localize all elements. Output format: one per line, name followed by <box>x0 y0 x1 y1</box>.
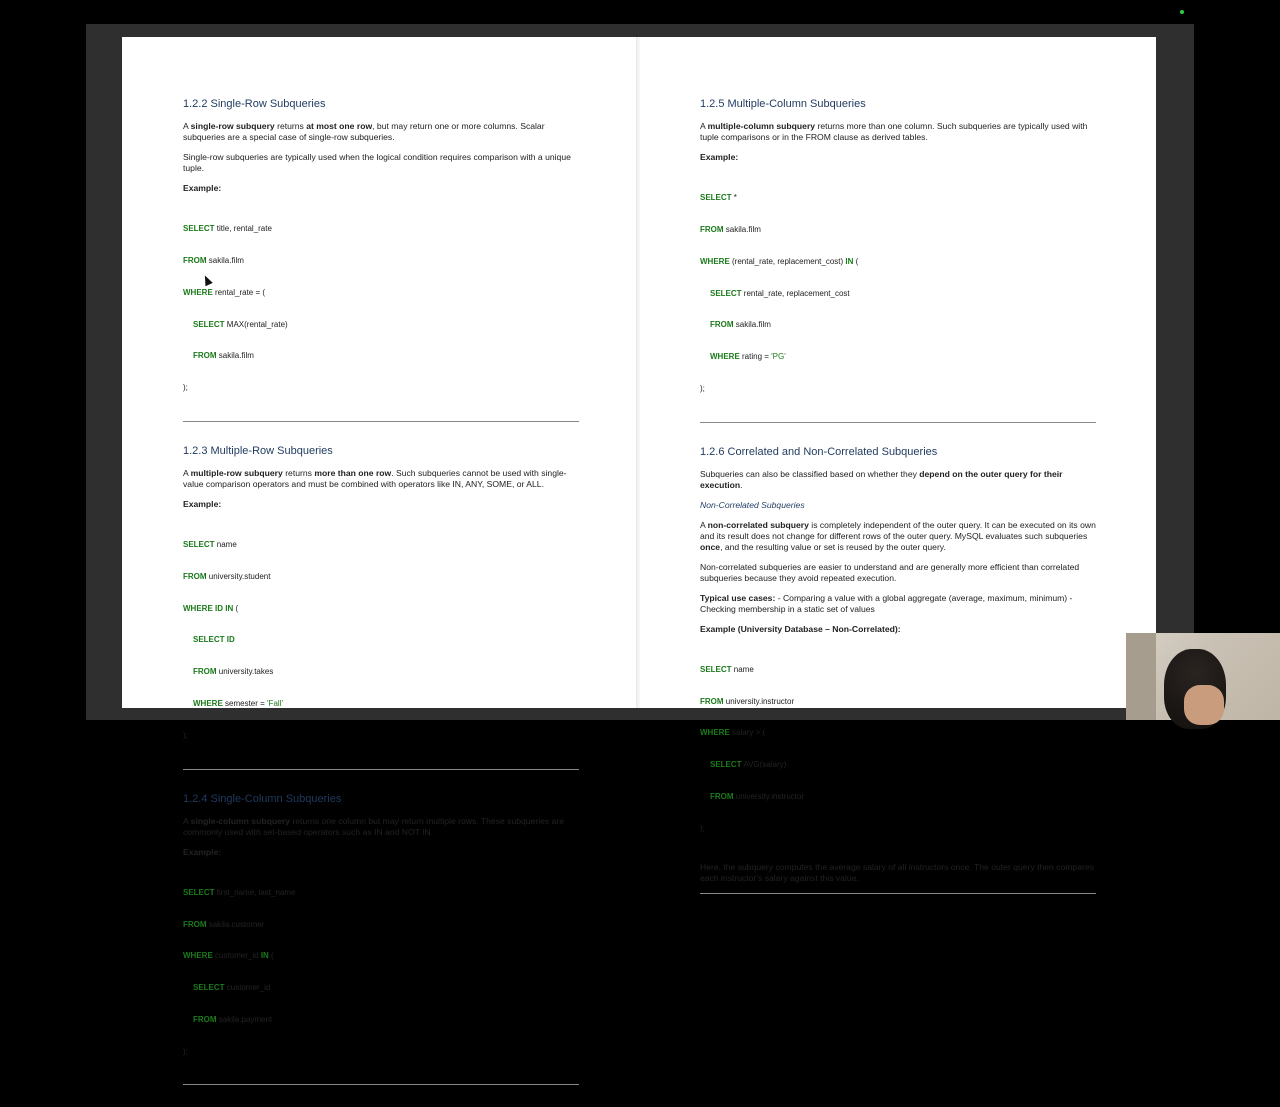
section-divider <box>183 769 579 770</box>
section-1-2-3 <box>183 444 579 770</box>
section-1-2-6 <box>700 445 1096 894</box>
section-heading: 1.2.2 Single-Row Subqueries <box>183 98 326 110</box>
section-1-2-5 <box>700 97 1096 423</box>
paragraph: Subqueries can also be classified based on whether they depend on the outer query for their execution. <box>700 468 1063 490</box>
example-label: Example (University Database – Non-Correlated): <box>700 623 901 634</box>
section-heading: 1.2.6 Correlated and Non-Correlated Subqueries <box>700 445 938 458</box>
section-heading: 1.2.4 Single-Column Subqueries <box>183 792 342 805</box>
paragraph: Non-correlated subqueries are easier to understand and are generally more efficient than correlated subqueries because they avoid repeated execution. <box>700 561 1080 583</box>
page-left <box>122 37 638 1056</box>
code-block: SELECT first_name, last_name FROM sakila.customer WHERE customer_id IN ( SELECT customer_id FROM sakila.payment ); <box>183 887 296 1056</box>
example-label: Example: <box>700 152 739 162</box>
paragraph: Typical use cases: - Comparing a value with a global aggregate (average, maximum, minimum) - Checking membership in a static set of values <box>700 592 1073 614</box>
code-block: SELECT * FROM sakila.film WHERE (rental_rate, replacement_cost) IN ( SELECT rental_rate, replacement_cost FROM sakila.film WHERE rating = 'PG' ); <box>700 193 859 393</box>
section-1-2-2 <box>183 97 579 422</box>
section-heading: 1.2.3 Multiple-Row Subqueries <box>183 444 333 457</box>
section-divider <box>183 421 579 422</box>
paragraph: A single-row subquery returns at most one row, but may return one or more columns. Scalar subqueries are a special case of single-row subqueries. <box>183 121 545 142</box>
example-label: Example: <box>183 846 222 857</box>
paragraph: A non-correlated subquery is completely independent of the outer query. It can be executed on its own and its result does not change for different rows of the outer query. MySQL evaluates such subqueries once, and the resulting value or set is reused by the outer query. <box>700 519 1096 552</box>
presenter-face <box>1184 685 1224 725</box>
code-block: SELECT name FROM university.student WHERE ID IN ( SELECT ID FROM university.takes WHERE semester = 'Fall' ); <box>183 540 283 740</box>
webcam-overlay <box>1126 633 1280 720</box>
code-block: SELECT name FROM university.instructor WHERE salary > ( SELECT AVG(salary) FROM university.instructor ); <box>700 664 805 833</box>
page-left-content <box>183 97 579 1107</box>
paragraph: Here, the subquery computes the average salary of all instructors once. The outer query then compares each instructor's salary against this value. <box>700 861 1094 883</box>
paragraph: A single-column subquery returns one column but may return multiple rows. These subqueries are commonly used with set-based operators such as IN and NOT IN. <box>183 815 565 837</box>
paragraph: A multiple-column subquery returns more than one column. Such subqueries are typically used with tuple comparisons or in the FROM clause as derived tables. <box>700 121 1088 142</box>
subheading: Non-Correlated Subqueries <box>700 499 805 510</box>
page-right <box>640 37 1156 883</box>
section-divider <box>700 893 1096 894</box>
webcam-background <box>1126 633 1156 720</box>
section-heading: 1.2.5 Multiple-Column Subqueries <box>700 98 866 110</box>
status-dot <box>1180 10 1184 14</box>
section-1-2-4 <box>183 792 579 1086</box>
section-divider <box>183 1084 579 1085</box>
paragraph: Single-row subqueries are typically used when the logical condition requires comparison with a unique tuple. <box>183 152 571 173</box>
code-block: SELECT title, rental_rate FROM sakila.film WHERE rental_rate = ( SELECT MAX(rental_rate) FROM sakila.film ); <box>183 224 288 393</box>
paragraph: A multiple-row subquery returns more than one row. Such subqueries cannot be used with single-value comparison operators and must be combined with operators like IN, ANY, SOME, or ALL. <box>183 467 567 489</box>
page-right-content <box>700 97 1096 916</box>
section-divider <box>700 422 1096 423</box>
example-label: Example: <box>183 183 222 193</box>
example-label: Example: <box>183 498 222 509</box>
